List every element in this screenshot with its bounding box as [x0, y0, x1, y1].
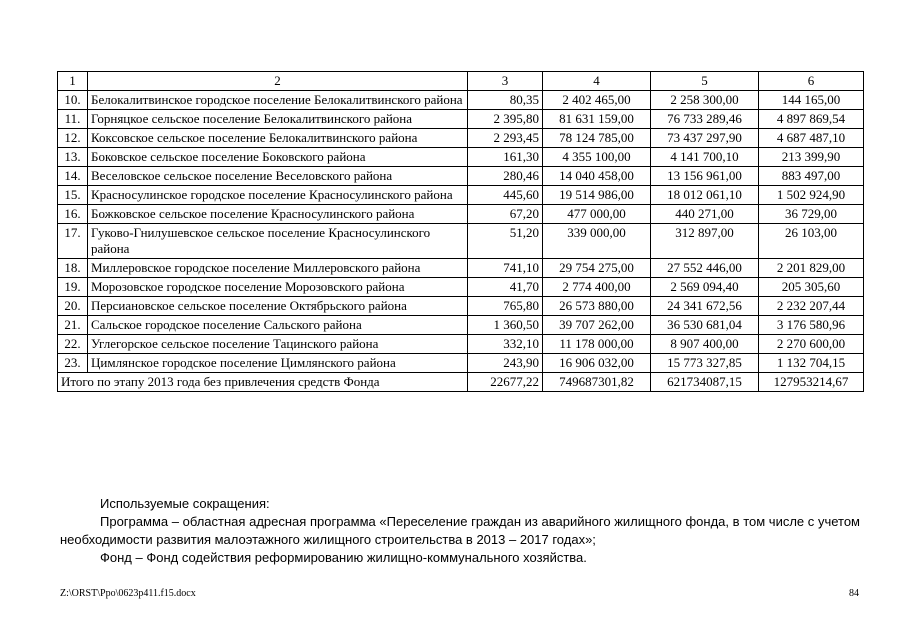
table-row	[58, 167, 864, 186]
row-number: 16.	[58, 205, 88, 224]
row-area: 51,20	[468, 224, 543, 259]
table-body	[58, 91, 864, 373]
row-fund-part: 27 552 446,00	[651, 259, 759, 278]
row-other-part: 2 201 829,00	[759, 259, 864, 278]
row-other-part: 4 897 869,54	[759, 110, 864, 129]
abbreviation-fund: Фонд – Фонд содействия реформированию жилищно-коммунального хозяйства.	[100, 550, 587, 565]
column-header-3: 3	[468, 72, 543, 91]
table-row	[58, 148, 864, 167]
row-number: 19.	[58, 278, 88, 297]
row-area: 1 360,50	[468, 316, 543, 335]
row-fund-part: 2 258 300,00	[651, 91, 759, 110]
total-other-part: 127953214,67	[759, 373, 864, 392]
row-fund-part: 15 773 327,85	[651, 354, 759, 373]
table-row	[58, 129, 864, 148]
row-settlement-name: Белокалитвинское городское поселение Белокалитвинского района	[88, 91, 468, 110]
row-fund-part: 2 569 094,40	[651, 278, 759, 297]
total-area: 22677,22	[468, 373, 543, 392]
row-area: 445,60	[468, 186, 543, 205]
row-settlement-name: Персиановское сельское поселение Октябрьского района	[88, 297, 468, 316]
row-fund-part: 73 437 297,90	[651, 129, 759, 148]
total-cost: 749687301,82	[543, 373, 651, 392]
row-settlement-name: Боковское сельское поселение Боковского района	[88, 148, 468, 167]
row-other-part: 26 103,00	[759, 224, 864, 259]
row-fund-part: 312 897,00	[651, 224, 759, 259]
abbreviations-heading: Используемые сокращения:	[100, 496, 270, 511]
row-area: 80,35	[468, 91, 543, 110]
row-fund-part: 36 530 681,04	[651, 316, 759, 335]
row-fund-part: 13 156 961,00	[651, 167, 759, 186]
row-number: 21.	[58, 316, 88, 335]
row-number: 18.	[58, 259, 88, 278]
row-area: 41,70	[468, 278, 543, 297]
column-header-6: 6	[759, 72, 864, 91]
row-area: 161,30	[468, 148, 543, 167]
row-fund-part: 8 907 400,00	[651, 335, 759, 354]
row-cost: 339 000,00	[543, 224, 651, 259]
table-row	[58, 278, 864, 297]
abbreviation-program: Программа – областная адресная программа «Переселение граждан из аварийного жилищного фонда, в том числе с учетом необходимости развития малоэтажного жилищного строительства в 2013 – 2017 годах»;	[60, 514, 860, 547]
table-row	[58, 91, 864, 110]
row-number: 13.	[58, 148, 88, 167]
row-settlement-name: Коксовское сельское поселение Белокалитвинского района	[88, 129, 468, 148]
total-label: Итого по этапу 2013 года без привлечения средств Фонда	[58, 373, 468, 392]
row-cost: 14 040 458,00	[543, 167, 651, 186]
abbreviations-section	[60, 495, 860, 567]
row-number: 15.	[58, 186, 88, 205]
row-settlement-name: Сальское городское поселение Сальского района	[88, 316, 468, 335]
table-row	[58, 316, 864, 335]
row-fund-part: 440 271,00	[651, 205, 759, 224]
table-row	[58, 335, 864, 354]
total-row	[58, 373, 864, 392]
row-settlement-name: Углегорское сельское поселение Тацинского района	[88, 335, 468, 354]
row-number: 11.	[58, 110, 88, 129]
row-number: 12.	[58, 129, 88, 148]
row-cost: 39 707 262,00	[543, 316, 651, 335]
row-area: 765,80	[468, 297, 543, 316]
table-row	[58, 110, 864, 129]
table-row	[58, 205, 864, 224]
row-cost: 26 573 880,00	[543, 297, 651, 316]
row-other-part: 1 502 924,90	[759, 186, 864, 205]
row-other-part: 3 176 580,96	[759, 316, 864, 335]
total-fund-part: 621734087,15	[651, 373, 759, 392]
row-settlement-name: Красносулинское городское поселение Красносулинского района	[88, 186, 468, 205]
table-row	[58, 224, 864, 259]
row-settlement-name: Горняцкое сельское поселение Белокалитвинского района	[88, 110, 468, 129]
table-row	[58, 297, 864, 316]
row-fund-part: 24 341 672,56	[651, 297, 759, 316]
row-cost: 81 631 159,00	[543, 110, 651, 129]
row-settlement-name: Божковское сельское поселение Красносулинского района	[88, 205, 468, 224]
row-number: 23.	[58, 354, 88, 373]
row-area: 741,10	[468, 259, 543, 278]
column-header-4: 4	[543, 72, 651, 91]
row-area: 243,90	[468, 354, 543, 373]
row-area: 2 395,80	[468, 110, 543, 129]
row-area: 280,46	[468, 167, 543, 186]
row-other-part: 1 132 704,15	[759, 354, 864, 373]
row-cost: 29 754 275,00	[543, 259, 651, 278]
column-header-1: 1	[58, 72, 88, 91]
row-cost: 477 000,00	[543, 205, 651, 224]
table-row	[58, 186, 864, 205]
row-area: 67,20	[468, 205, 543, 224]
row-other-part: 36 729,00	[759, 205, 864, 224]
row-other-part: 4 687 487,10	[759, 129, 864, 148]
row-cost: 19 514 986,00	[543, 186, 651, 205]
row-cost: 2 774 400,00	[543, 278, 651, 297]
row-settlement-name: Морозовское городское поселение Морозовского района	[88, 278, 468, 297]
row-other-part: 2 232 207,44	[759, 297, 864, 316]
row-settlement-name: Миллеровское городское поселение Миллеровского района	[88, 259, 468, 278]
table-row	[58, 354, 864, 373]
footer-file-path: Z:\ORST\Ppo\0623p411.f15.docx	[60, 588, 196, 599]
row-cost: 2 402 465,00	[543, 91, 651, 110]
row-number: 17.	[58, 224, 88, 259]
row-cost: 11 178 000,00	[543, 335, 651, 354]
column-header-2: 2	[88, 72, 468, 91]
row-fund-part: 18 012 061,10	[651, 186, 759, 205]
column-header-5: 5	[651, 72, 759, 91]
row-settlement-name: Гуково-Гнилушевское сельское поселение Красносулинского района	[88, 224, 468, 259]
row-number: 14.	[58, 167, 88, 186]
row-other-part: 205 305,60	[759, 278, 864, 297]
column-number-row	[58, 72, 864, 91]
row-number: 22.	[58, 335, 88, 354]
row-settlement-name: Веселовское сельское поселение Веселовского района	[88, 167, 468, 186]
table-row	[58, 259, 864, 278]
row-number: 20.	[58, 297, 88, 316]
row-settlement-name: Цимлянское городское поселение Цимлянского района	[88, 354, 468, 373]
row-other-part: 2 270 600,00	[759, 335, 864, 354]
row-fund-part: 4 141 700,10	[651, 148, 759, 167]
row-area: 2 293,45	[468, 129, 543, 148]
row-cost: 4 355 100,00	[543, 148, 651, 167]
row-number: 10.	[58, 91, 88, 110]
row-other-part: 883 497,00	[759, 167, 864, 186]
page-number: 84	[849, 588, 859, 599]
row-cost: 16 906 032,00	[543, 354, 651, 373]
row-area: 332,10	[468, 335, 543, 354]
row-other-part: 213 399,90	[759, 148, 864, 167]
housing-program-table	[57, 71, 864, 392]
row-other-part: 144 165,00	[759, 91, 864, 110]
row-cost: 78 124 785,00	[543, 129, 651, 148]
row-fund-part: 76 733 289,46	[651, 110, 759, 129]
